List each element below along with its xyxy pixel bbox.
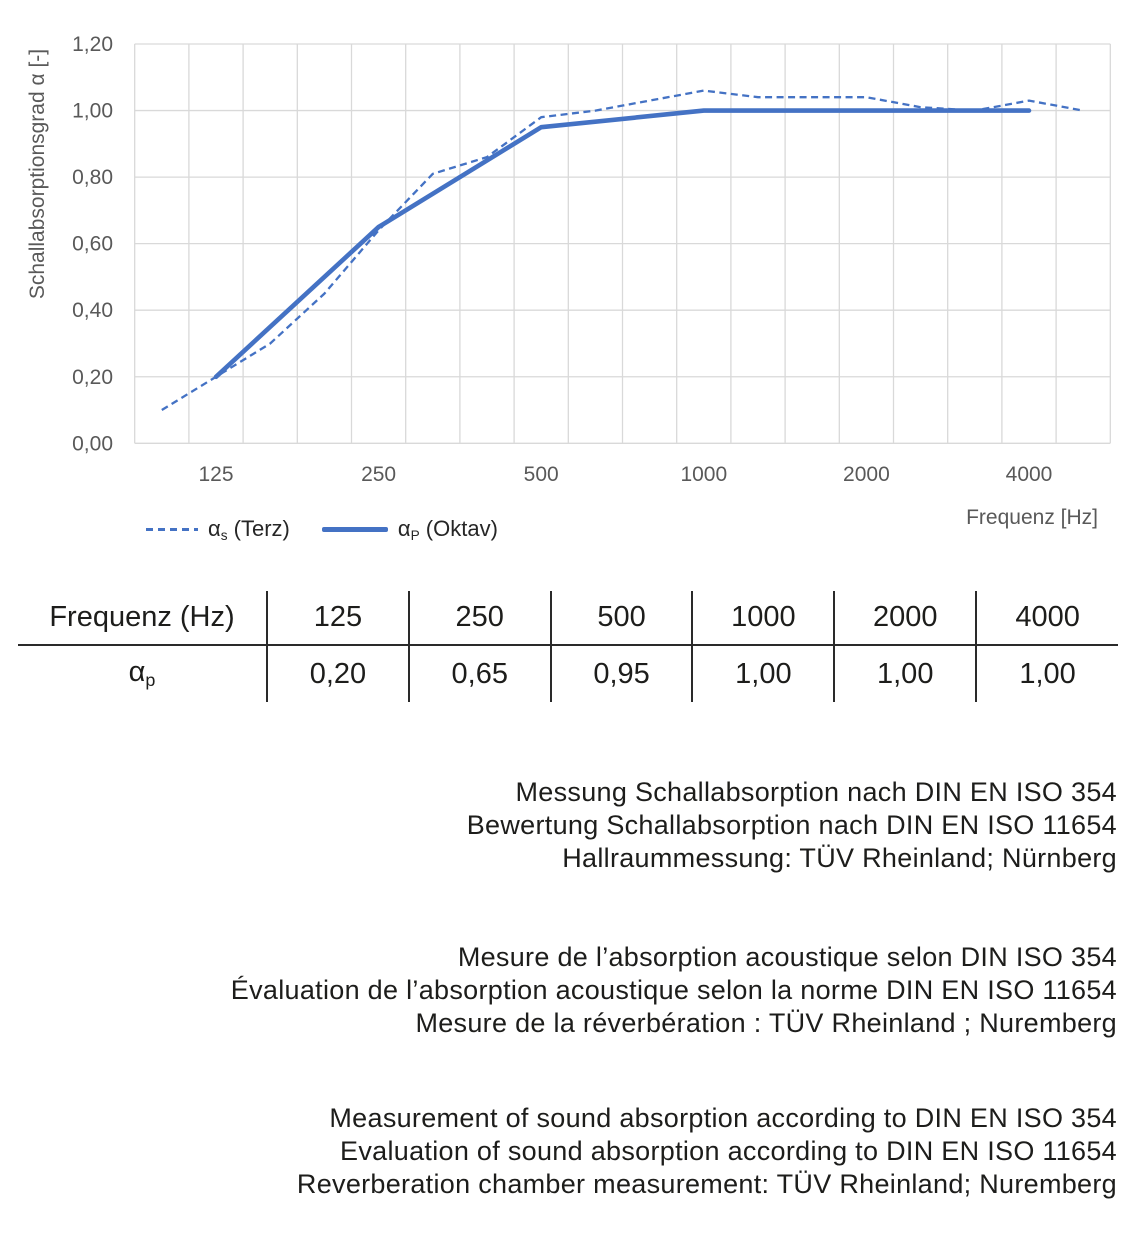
chart-legend (146, 514, 498, 544)
svg-text:1000: 1000 (680, 463, 728, 486)
svg-text:0,20: 0,20 (72, 365, 113, 389)
table-header-250: 250 (409, 591, 551, 645)
svg-text:125: 125 (198, 463, 234, 486)
table-header-2000: 2000 (834, 591, 976, 645)
legend-label-terz: $\alpha_s$ (Terz) (208, 515, 290, 543)
note-german (467, 776, 1117, 875)
table-header-frequency: Frequenz (Hz) (18, 591, 267, 645)
svg-text:500: 500 (523, 463, 559, 486)
chart-plot (0, 0, 1135, 500)
table-value-4000: 1,00 (1019, 657, 1076, 690)
svg-text:1,00: 1,00 (72, 99, 113, 123)
svg-text:1,20: 1,20 (72, 33, 113, 56)
note-line: Evaluation of sound absorption according to DIN EN ISO 11654 (340, 1136, 1117, 1166)
svg-text:250: 250 (361, 463, 397, 486)
table-value-500: 0,95 (551, 645, 693, 702)
note-english (297, 1102, 1117, 1201)
table-value-2000: 1,00 (834, 645, 976, 702)
table-header-125: 125 (267, 591, 409, 645)
table-header-1000: 1000 (692, 591, 834, 645)
table-value-row (18, 645, 1118, 702)
absorption-table (18, 591, 1118, 702)
note-line: Évaluation de l’absorption acoustique selon la norme DIN EN ISO 11654 (230, 975, 1117, 1005)
legend-item-terz (146, 516, 290, 543)
svg-text:0,80: 0,80 (72, 166, 113, 190)
svg-text:0,40: 0,40 (72, 299, 113, 323)
solid-line-marker-icon (322, 527, 388, 532)
x-axis-title: Frequenz [Hz] (966, 506, 1098, 529)
svg-text:2000: 2000 (843, 463, 890, 486)
y-axis-title: Schallabsorptionsgrad α [-] (26, 48, 49, 300)
note-line: Mesure de la réverbération : TÜV Rheinland ; Nuremberg (415, 1008, 1117, 1038)
svg-text:4000: 4000 (1005, 463, 1053, 486)
table-header-4000: 4000 (976, 591, 1118, 645)
note-line: Bewertung Schallabsorption nach DIN EN ISO 11654 (466, 810, 1117, 840)
dashed-line-marker-icon (146, 528, 198, 531)
note-line: Reverberation chamber measurement: TÜV Rheinland; Nuremberg (296, 1169, 1117, 1199)
note-line: Measurement of sound absorption according to DIN EN ISO 354 (329, 1103, 1117, 1133)
table-row-label-alpha-p: $\alpha_p$ (18, 645, 267, 702)
absorption-chart (0, 0, 1135, 560)
legend-label-oktav: $\alpha_P$ (Oktav) (397, 515, 498, 543)
legend-item-oktav (322, 516, 498, 543)
table-header-500: 500 (551, 591, 693, 645)
svg-text:0,60: 0,60 (72, 232, 113, 256)
table-value-250: 0,65 (409, 645, 551, 702)
table-header-row (18, 591, 1118, 645)
note-line: Mesure de l’absorption acoustique selon DIN ISO 354 (457, 942, 1117, 972)
svg-text:0,00: 0,00 (72, 432, 113, 456)
note-french (231, 941, 1117, 1040)
note-line: Messung Schallabsorption nach DIN EN ISO 354 (515, 777, 1117, 807)
table-value-125: 0,20 (267, 645, 409, 702)
note-line: Hallraummessung: TÜV Rheinland; Nürnberg (562, 843, 1117, 873)
table-value-1000: 1,00 (692, 645, 834, 702)
